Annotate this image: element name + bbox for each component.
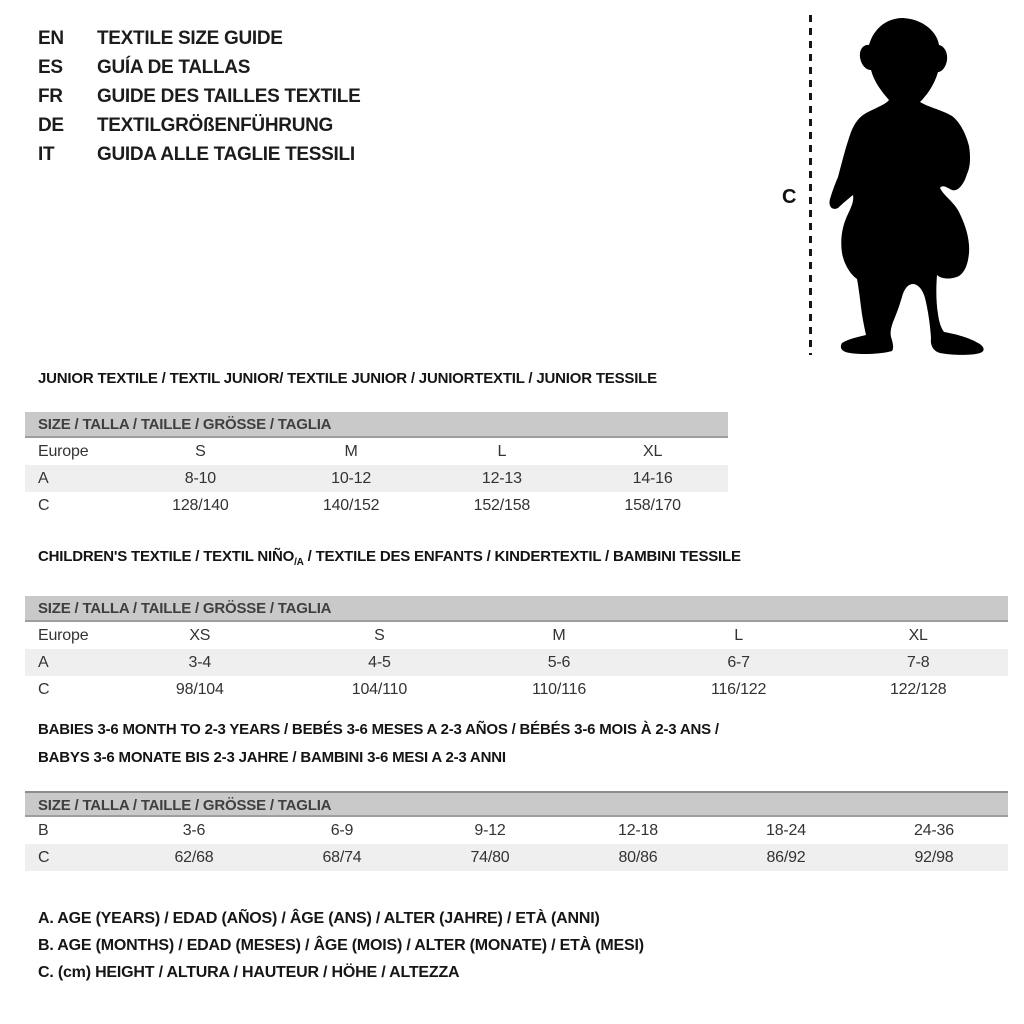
table-row-europe: [25, 622, 1008, 649]
language-row-de: [38, 111, 360, 140]
table-cell: XL: [643, 443, 663, 460]
children-size-table: [25, 543, 1008, 703]
table-cell: 122/128: [889, 681, 947, 698]
table-cell: 86/92: [766, 849, 806, 866]
table-heading-line: [38, 744, 1008, 772]
table-row-c: [25, 676, 1008, 703]
language-row-fr: [38, 82, 360, 111]
language-title: TEXTILE SIZE GUIDE: [97, 28, 283, 49]
table-row-a: [25, 465, 728, 492]
table-cell: 80/86: [618, 849, 658, 866]
table-body: [25, 622, 1008, 703]
size-header-bar: SIZE / TALLA / TAILLE / GRÖSSE / TAGLIA: [25, 412, 728, 438]
table-row-a: [25, 649, 1008, 676]
table-cell: 3-4: [188, 654, 212, 671]
row-label: A: [38, 654, 49, 671]
language-code: DE: [38, 115, 64, 136]
size-header-bar: SIZE / TALLA / TAILLE / GRÖSSE / TAGLIA: [25, 596, 1008, 622]
table-row-c: [25, 492, 728, 519]
table-cell: L: [497, 443, 507, 460]
table-cell: 104/110: [351, 681, 408, 698]
table-cell: L: [734, 627, 743, 644]
language-row-it: [38, 140, 360, 169]
language-row-en: [38, 24, 360, 53]
table-cell: 158/170: [624, 497, 681, 514]
table-cell: 12-13: [481, 470, 522, 487]
table-cell: 4-5: [368, 654, 391, 671]
table-cell: 14-16: [632, 470, 673, 487]
footnote-c: C. (cm) HEIGHT / ALTURA / HAUTEUR / HÖHE / ALTEZZA: [38, 964, 460, 981]
table-cell: 110/116: [531, 681, 587, 698]
height-measure-line: [809, 15, 812, 355]
size-header-bar: SIZE / TALLA / TAILLE / GRÖSSE / TAGLIA: [25, 791, 1008, 817]
table-cell: 12-18: [618, 822, 658, 839]
heading-text: BABIES 3-6 MONTH TO 2-3 YEARS / BEBÉS 3-6 MESES A 2-3 AÑOS / BÉBÉS 3-6 MOIS À 2-3 ANS /: [38, 721, 719, 738]
height-measure-label: C: [782, 186, 797, 208]
language-code: FR: [38, 86, 63, 107]
language-code: EN: [38, 28, 64, 49]
table-cell: 18-24: [766, 822, 806, 839]
table-cell: 74/80: [470, 849, 510, 866]
row-label: B: [38, 822, 49, 839]
language-title: GUIDE DES TAILLES TEXTILE: [97, 86, 361, 107]
table-cell: S: [195, 443, 206, 460]
language-title: GUIDA ALLE TAGLIE TESSILI: [97, 144, 355, 165]
language-title: TEXTILGRÖßENFÜHRUNG: [97, 115, 334, 136]
language-code: IT: [38, 144, 55, 165]
row-label: C: [38, 497, 50, 514]
table-row-c: [25, 844, 1008, 871]
table-heading-line: [38, 365, 728, 393]
junior-table-heading: [25, 365, 728, 393]
heading-subscript: /A: [294, 557, 304, 568]
table-cell: 6-9: [330, 822, 354, 839]
language-title: GUÍA DE TALLAS: [97, 57, 251, 78]
table-cell: 140/152: [322, 497, 380, 514]
table-row-europe: [25, 438, 728, 465]
language-list: [38, 24, 360, 169]
heading-text: / TEXTILE DES ENFANTS / KINDERTEXTIL / BAMBINI TESSILE: [303, 548, 741, 565]
table-cell: XS: [189, 627, 211, 644]
language-row-es: [38, 53, 360, 82]
heading-text: CHILDREN'S TEXTILE / TEXTIL NIÑO: [38, 548, 295, 565]
table-cell: M: [552, 627, 566, 644]
table-cell: 10-12: [331, 470, 372, 487]
babies-table-heading: [25, 716, 1008, 772]
row-label: Europe: [38, 627, 89, 644]
table-cell: 9-12: [474, 822, 506, 839]
table-cell: M: [344, 443, 358, 460]
table-cell: 68/74: [322, 849, 362, 866]
table-cell: 116/122: [710, 681, 767, 698]
table-body: [25, 817, 1008, 871]
table-cell: 152/158: [473, 497, 531, 514]
babies-size-table: [25, 716, 1008, 871]
children-table-heading: [25, 543, 1008, 577]
table-cell: 98/104: [175, 681, 224, 698]
footnotes: [38, 905, 644, 986]
table-cell: S: [374, 627, 385, 644]
table-heading-line: [38, 716, 1008, 744]
table-cell: 92/98: [914, 849, 954, 866]
table-cell: 8-10: [184, 470, 216, 487]
table-cell: 128/140: [172, 497, 229, 514]
table-heading-line: [38, 543, 1008, 577]
table-row-b: [25, 817, 1008, 844]
row-label: C: [38, 849, 50, 866]
toddler-figure: [780, 10, 1010, 362]
row-label: C: [38, 681, 50, 698]
row-label: A: [38, 470, 49, 487]
footnote-a: A. AGE (YEARS) / EDAD (AÑOS) / ÂGE (ANS) / ALTER (JAHRE) / ETÀ (ANNI): [38, 910, 600, 927]
table-cell: 5-6: [547, 654, 571, 671]
footnote-b: B. AGE (MONTHS) / EDAD (MESES) / ÂGE (MOIS) / ALTER (MONATE) / ETÀ (MESI): [38, 937, 644, 954]
table-cell: XL: [908, 627, 928, 644]
row-label: Europe: [38, 443, 89, 460]
table-cell: 24-36: [914, 822, 954, 839]
table-cell: 3-6: [182, 822, 206, 839]
table-body: [25, 438, 728, 519]
toddler-silhouette-icon: [826, 12, 996, 357]
heading-text: JUNIOR TEXTILE / TEXTIL JUNIOR/ TEXTILE JUNIOR / JUNIORTEXTIL / JUNIOR TESSILE: [38, 370, 657, 387]
language-code: ES: [38, 57, 63, 78]
heading-text: BABYS 3-6 MONATE BIS 2-3 JAHRE / BAMBINI 3-6 MESI A 2-3 ANNI: [38, 749, 506, 766]
table-cell: 6-7: [727, 654, 750, 671]
junior-size-table: [25, 365, 728, 519]
table-cell: 62/68: [174, 849, 214, 866]
table-cell: 7-8: [906, 654, 930, 671]
